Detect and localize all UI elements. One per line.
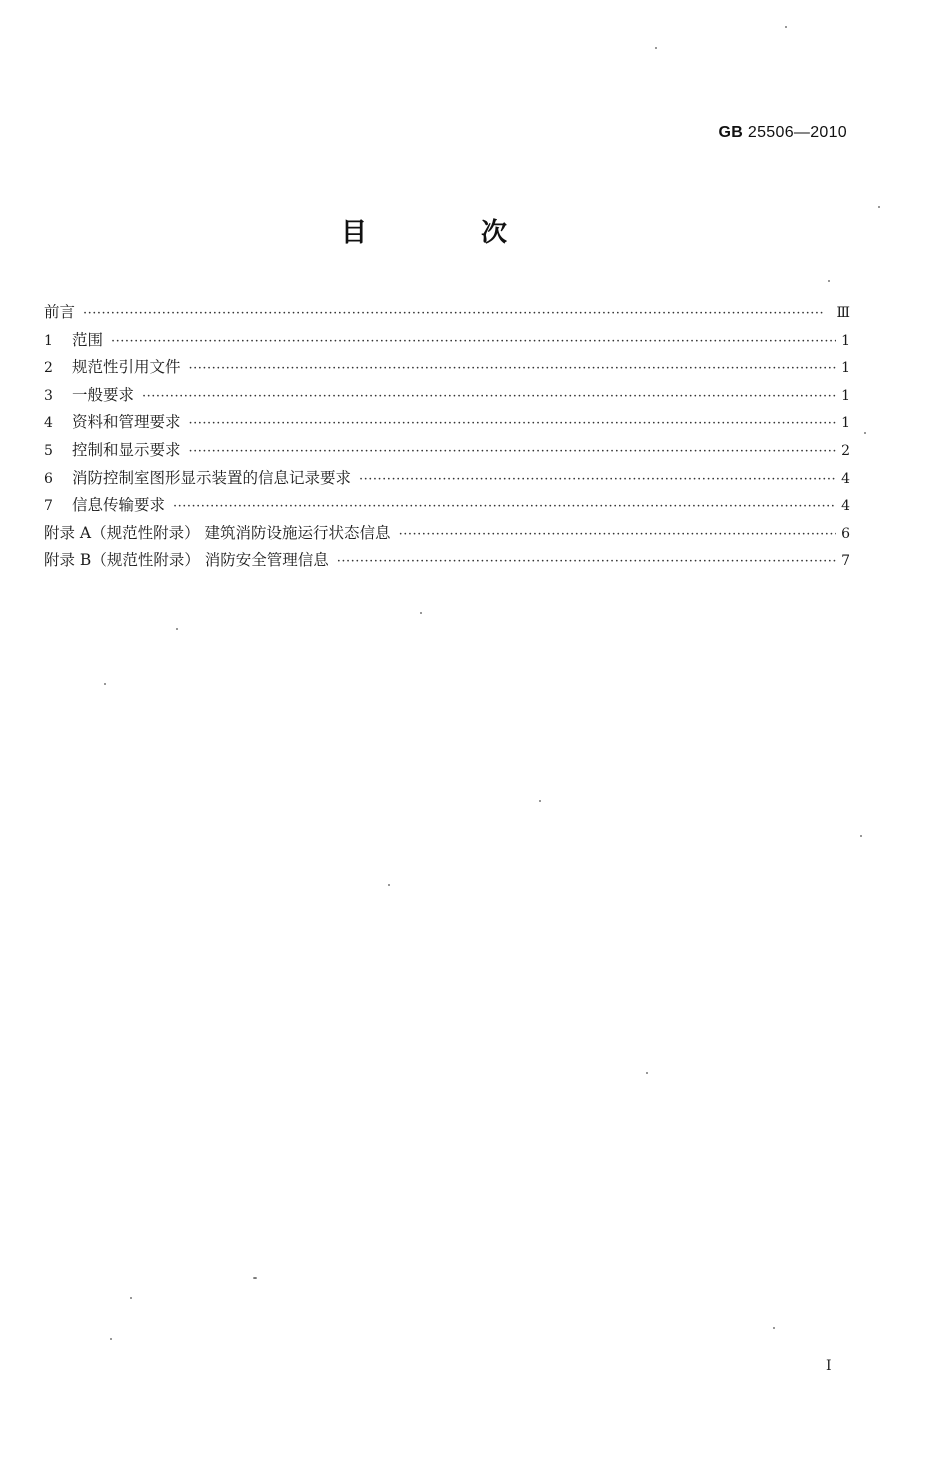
toc-entry-page: 7 [841,553,850,570]
toc-entry-2[interactable] [44,355,850,383]
toc-dot-leader [142,389,836,404]
scan-speck [860,835,862,837]
toc-entry-label: 一般要求 [72,385,135,404]
toc-dot-leader [173,499,836,514]
toc-dot-leader [189,444,836,459]
scan-speck [864,432,866,434]
scan-speck [646,1072,648,1074]
scan-speck [420,612,422,614]
toc-entry-page: Ⅲ [836,305,850,321]
table-of-contents [44,300,850,576]
scan-speck [773,1327,775,1329]
toc-entry-number: 6 [44,470,53,487]
page-number: I [826,1358,832,1374]
toc-entry-number: 7 [44,498,53,515]
toc-dot-leader [111,334,836,349]
scan-speck [130,1297,132,1299]
page-title: 目 次 [340,218,551,248]
toc-entry-page: 1 [841,360,850,377]
toc-entry-page: 4 [841,498,850,515]
scan-speck [176,628,178,630]
toc-entry-label: 附录 A（规范性附录） 建筑消防设施运行状态信息 [44,523,391,542]
toc-dot-leader [189,416,836,431]
toc-entry-5[interactable] [44,438,850,466]
scan-speck [655,47,657,49]
toc-entry-label: 附录 B（规范性附录） 消防安全管理信息 [44,551,329,570]
toc-entry-7[interactable] [44,493,850,521]
toc-dot-leader [83,306,832,321]
toc-entry-appendix-b[interactable] [44,548,850,576]
toc-entry-label: 信息传输要求 [72,496,166,515]
toc-dot-leader [359,472,836,487]
toc-entry-appendix-a[interactable] [44,521,850,549]
standard-code [719,124,847,142]
scan-speck [785,26,787,28]
toc-entry-page: 6 [841,525,850,542]
toc-entry-number: 4 [44,415,53,432]
toc-entry-label: 范围 [72,330,104,349]
toc-entry-page: 4 [841,470,850,487]
toc-entry-label: 控制和显示要求 [72,440,181,459]
scan-speck [878,206,880,208]
toc-entry-page: 2 [841,442,850,459]
toc-dot-leader [189,361,836,376]
scan-speck [539,800,541,802]
toc-entry-label: 资料和管理要求 [72,413,181,432]
scan-speck [388,884,390,886]
toc-entry-number: 1 [44,332,53,349]
toc-entry-4[interactable] [44,410,850,438]
toc-entry-foreword[interactable] [44,300,850,328]
scan-speck [253,1277,257,1279]
standard-number: 25506—2010 [747,124,847,141]
scan-speck [828,280,830,282]
toc-entry-1[interactable] [44,328,850,356]
toc-dot-leader [399,527,836,542]
toc-entry-number: 2 [44,360,53,377]
toc-entry-page: 1 [841,387,850,404]
toc-entry-6[interactable] [44,466,850,494]
standard-prefix: GB [718,124,744,141]
toc-entry-number: 3 [44,387,53,404]
toc-entry-label: 消防控制室图形显示装置的信息记录要求 [72,468,352,487]
toc-entry-3[interactable] [44,383,850,411]
toc-entry-number: 5 [44,442,53,459]
toc-dot-leader [337,554,836,569]
scan-speck [110,1338,112,1340]
scan-speck [104,683,106,685]
toc-entry-label: 规范性引用文件 [72,358,181,377]
toc-entry-page: 1 [841,415,850,432]
toc-entry-page: 1 [841,332,850,349]
toc-entry-label: 前言 [44,303,76,321]
